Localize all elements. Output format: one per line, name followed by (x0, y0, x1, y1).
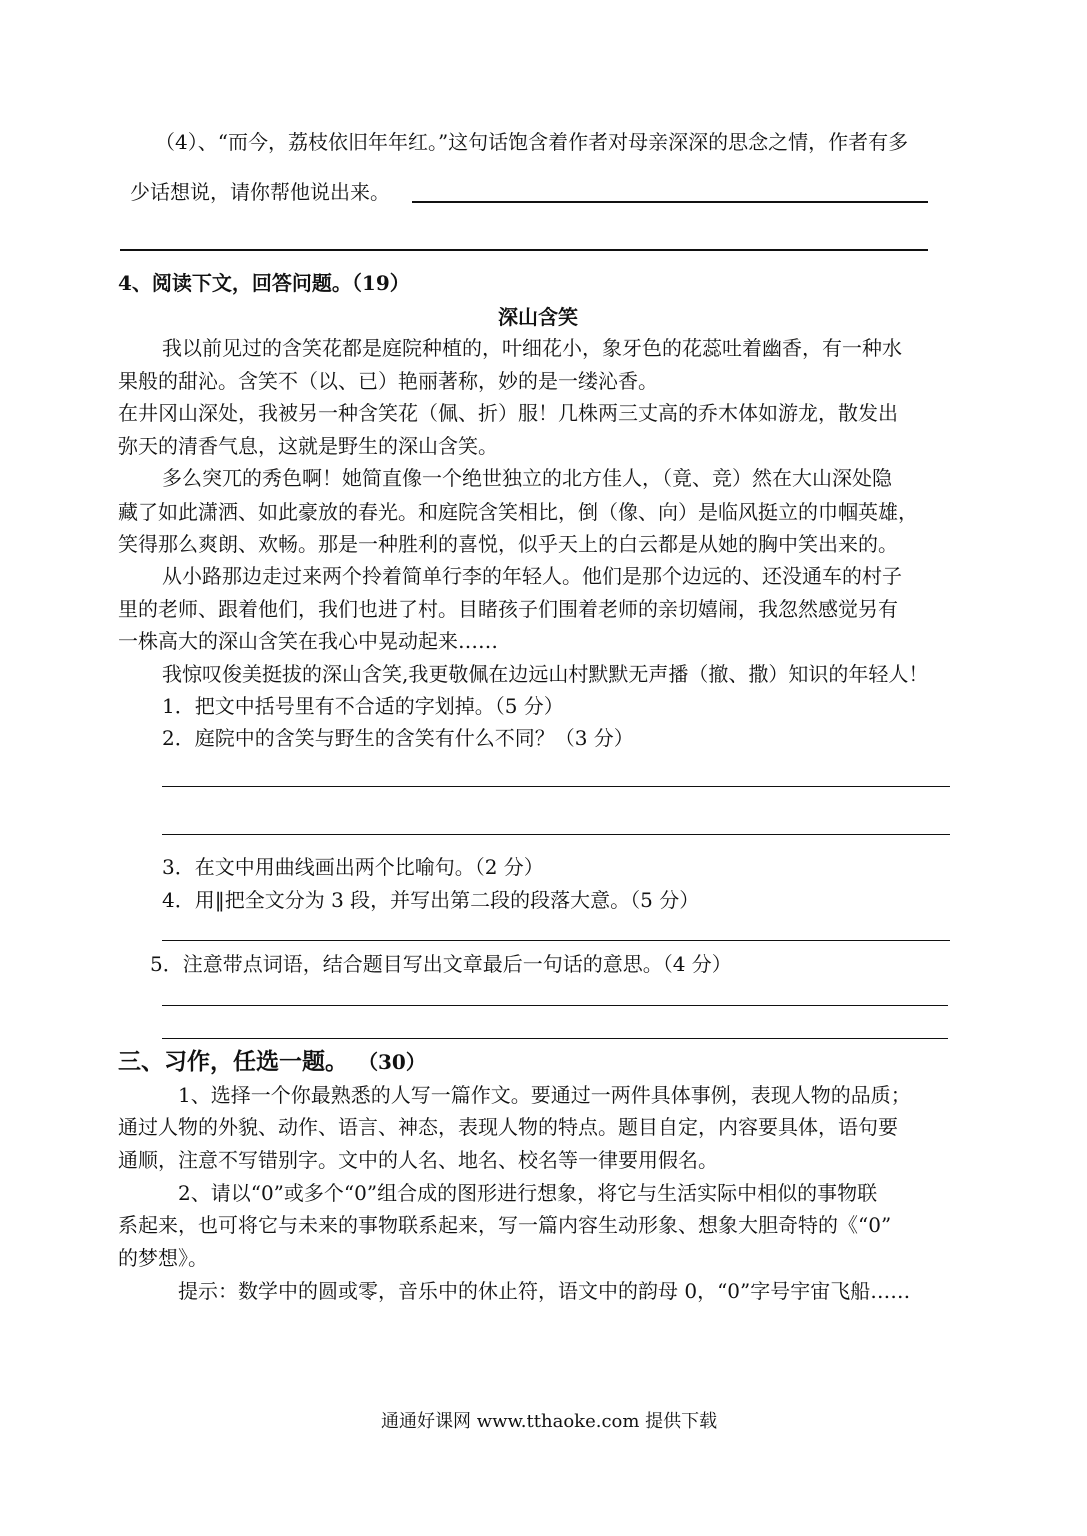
question-4: 4．用‖把全文分为 3 段，并写出第二段的段落大意。（5 分） (162, 888, 700, 912)
topic1-line: 通过人物的外貌、动作、语言、神态，表现人物的特点。题目自定，内容要具体，语句要 (118, 1115, 898, 1139)
topic1-line: 1、选择一个你最熟悉的人写一篇作文。要通过一两件具体事例，表现人物的品质； (178, 1083, 911, 1107)
passage-line: 果般的甜沁。含笑不（以、已）艳丽著称，妙的是一缕沁香。 (118, 369, 658, 393)
passage-line: 里的老师、跟着他们，我们也进了村。目睹孩子们围着老师的亲切嬉闹，我忽然感觉另有 (118, 597, 898, 621)
passage-line: 弥天的清香气息，这就是野生的深山含笑。 (118, 434, 498, 458)
passage-line: 我惊叹俊美挺拔的深山含笑,我更敬佩在边远山村默默无声播（撤、撒）知识的年轻人！ (162, 662, 929, 686)
answer-line (162, 1038, 948, 1039)
answer-line (162, 940, 950, 941)
q3-4-line1: （4）、“而今，荔枝依旧年年红。”这句话饱含着作者对母亲深深的思念之情，作者有多 (155, 130, 909, 154)
answer-line (120, 249, 928, 251)
passage-line: 我以前见过的含笑花都是庭院种植的，叶细花小，象牙色的花蕊吐着幽香，有一种水 (162, 336, 902, 360)
section4-heading: 4、阅读下文，回答问题。（19） (118, 271, 410, 295)
answer-line (412, 201, 928, 203)
question-3: 3．在文中用曲线画出两个比喻句。（2 分） (162, 855, 544, 879)
topic2-line: 2、请以“0”或多个“0”组合成的图形进行想象，将它与生活实际中相似的事物联 (178, 1181, 878, 1205)
page-footer: 通通好课网 www.tthaoke.com 提供下载 (381, 1411, 718, 1432)
answer-line (162, 834, 950, 835)
passage-line: 藏了如此潇洒、如此豪放的春光。和庭院含笑相比，倒（像、向）是临风挺立的巾帼英雄， (118, 500, 918, 524)
answer-line (162, 1005, 948, 1006)
section3-heading: 三、习作，任选一题。 (118, 1048, 348, 1075)
question-2: 2．庭院中的含笑与野生的含笑有什么不同？（3 分） (162, 726, 634, 750)
passage-title: 深山含笑 (498, 305, 578, 329)
passage-line: 一株高大的深山含笑在我心中晃动起来…… (118, 629, 498, 653)
question-5: 5．注意带点词语，结合题目写出文章最后一句话的意思。（4 分） (150, 952, 732, 976)
answer-line (162, 786, 950, 787)
passage-line: 多么突兀的秀色啊！她简直像一个绝世独立的北方佳人，（竟、竞）然在大山深处隐 (162, 466, 892, 490)
topic2-line: 系起来，也可将它与未来的事物联系起来，写一篇内容生动形象、想象大胆奇特的《“0” (118, 1213, 892, 1237)
passage-line: 在井冈山深处，我被另一种含笑花（佩、折）服！几株两三丈高的乔木体如游龙，散发出 (118, 401, 898, 425)
topic2-line: 的梦想》。 (118, 1246, 208, 1270)
passage-line: 从小路那边走过来两个拎着简单行李的年轻人。他们是那个边远的、还没通车的村子 (162, 564, 902, 588)
topic1-line: 通顺，注意不写错别字。文中的人名、地名、校名等一律要用假名。 (118, 1148, 718, 1172)
passage-line: 笑得那么爽朗、欢畅。那是一种胜利的喜悦，似乎天上的白云都是从她的胸中笑出来的。 (118, 532, 898, 556)
question-1: 1．把文中括号里有不合适的字划掉。（5 分） (162, 694, 564, 718)
section3-score: （30） (358, 1050, 426, 1074)
topic2-hint: 提示：数学中的圆或零，音乐中的休止符，语文中的韵母 0，“0”字号宇宙飞船…… (178, 1279, 911, 1303)
q3-4-line2: 少话想说，请你帮他说出来。 (130, 180, 390, 204)
